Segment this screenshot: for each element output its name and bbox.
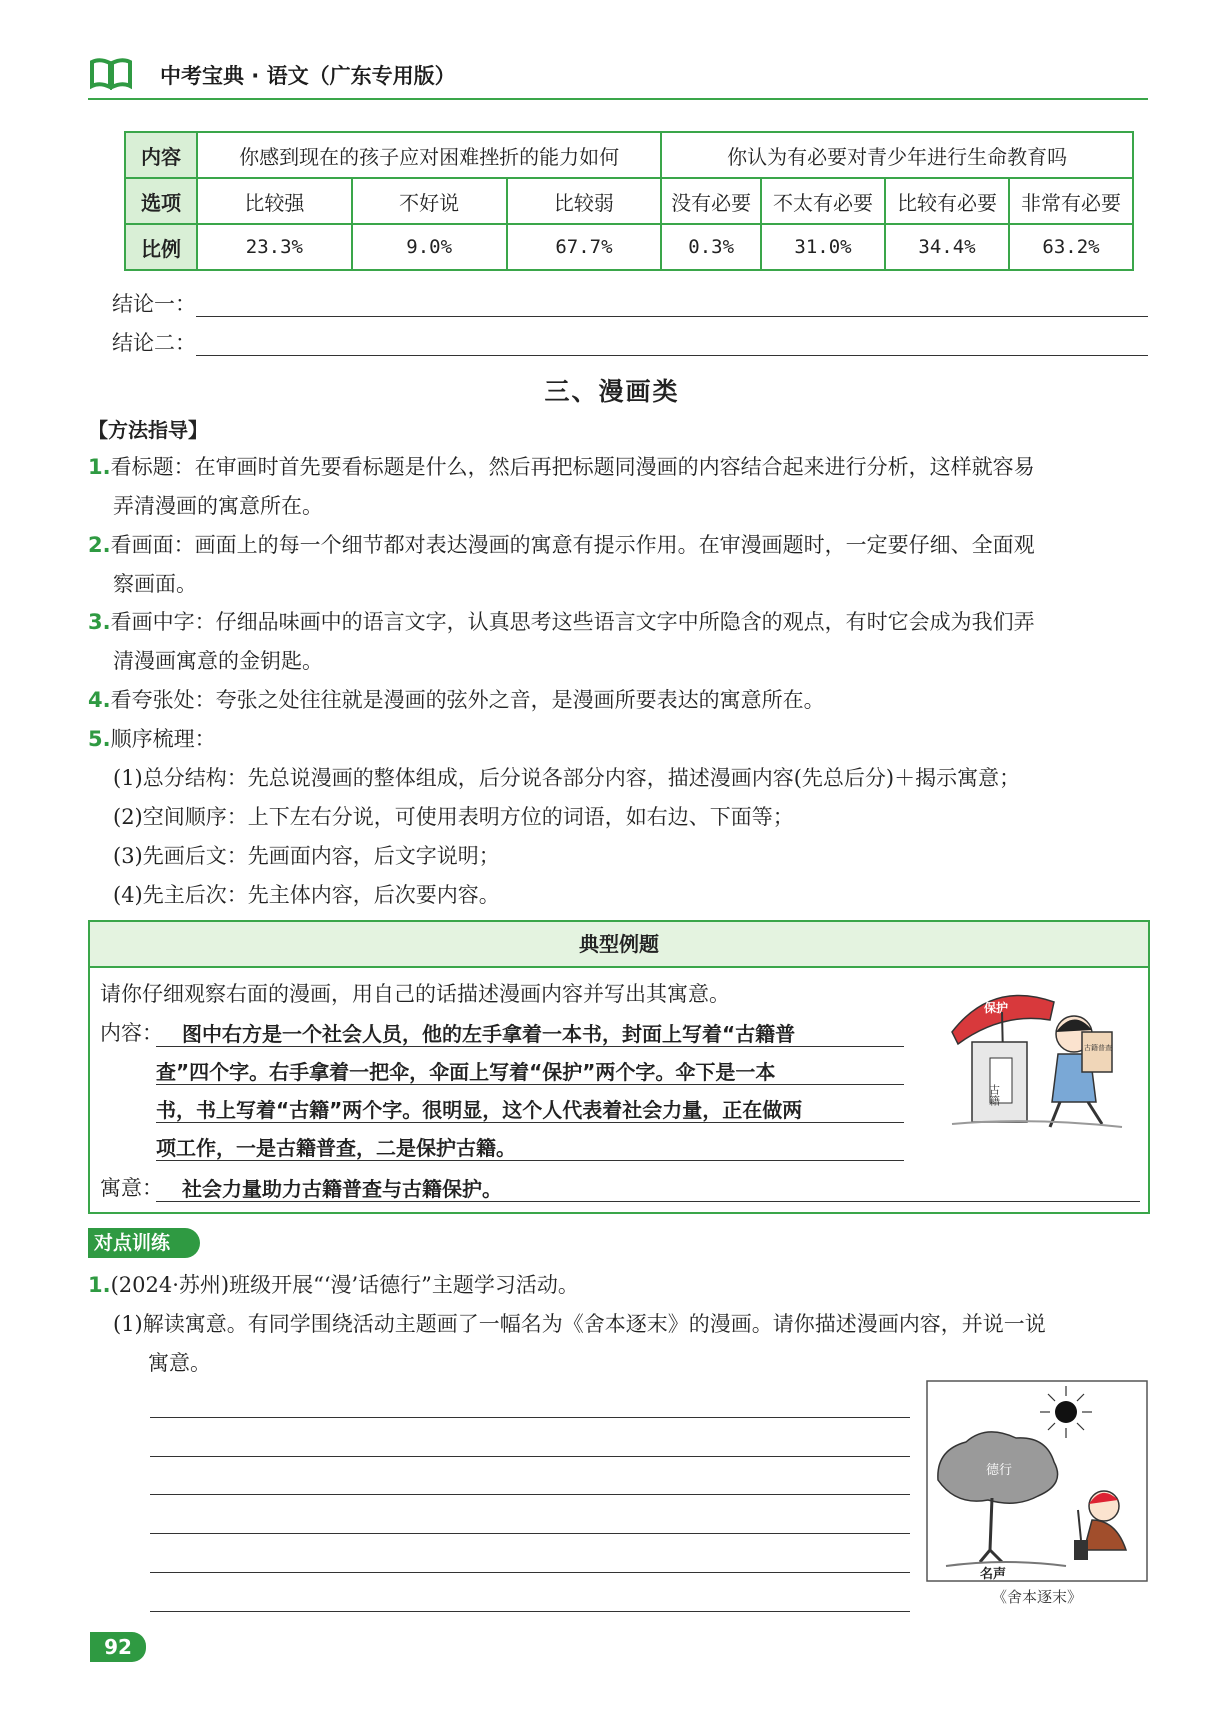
meaning-answer: 社会力量助力古籍普查与古籍保护。 bbox=[182, 1177, 502, 1201]
option-cell: 非常有必要 bbox=[1009, 178, 1133, 224]
content-answer-line-2: 查”四个字。右手拿着一把伞，伞面上写着“保护”两个字。伞下是一本 bbox=[156, 1060, 776, 1084]
example-title: 典型例题 bbox=[90, 922, 1148, 968]
option-cell: 比较有必要 bbox=[885, 178, 1009, 224]
page-number: 92 bbox=[90, 1632, 146, 1662]
answer-writing-line[interactable] bbox=[150, 1456, 910, 1457]
option-cell: 不太有必要 bbox=[761, 178, 885, 224]
item-text: 看画中字：仔细品味画中的语言文字，认真思考这些语言文字中所隐含的观点，有时它会成为我们弄 bbox=[110, 610, 1035, 634]
cartoon-caption: 《舍本逐末》 bbox=[991, 1588, 1083, 1606]
conclusion-two-answer-line[interactable] bbox=[196, 355, 1148, 356]
meaning-label: 寓意： bbox=[100, 1176, 163, 1200]
method-item-2 bbox=[88, 526, 1158, 604]
row-header-content: 内容 bbox=[125, 132, 197, 178]
tree-label: 德行 bbox=[986, 1463, 1013, 1478]
item-number: 4. bbox=[88, 688, 111, 712]
method-guide-title: 【方法指导】 bbox=[88, 418, 208, 442]
sheben-zhumo-cartoon bbox=[926, 1380, 1148, 1608]
ratio-cell: 9.0% bbox=[352, 224, 507, 270]
option-cell: 比较弱 bbox=[507, 178, 662, 224]
option-cell: 没有必要 bbox=[661, 178, 761, 224]
row-header-options: 选项 bbox=[125, 178, 197, 224]
table-row bbox=[125, 178, 1133, 224]
hand-book-label: 古籍普查 bbox=[1084, 1044, 1112, 1052]
root-label: 名声 bbox=[980, 1567, 1007, 1582]
item-text: 看画面：画面上的每一个细节都对表达漫画的寓意有提示作用。在审漫画题时，一定要仔细、全面观 bbox=[110, 533, 1035, 557]
row-header-ratio: 比例 bbox=[125, 224, 197, 270]
item-text: 看夸张处：夸张之处往往就是漫画的弦外之音，是漫画所要表达的寓意所在。 bbox=[110, 688, 825, 712]
item-number: 1. bbox=[88, 455, 111, 479]
question-1-cell: 你感到现在的孩子应对困难挫折的能力如何 bbox=[197, 132, 661, 178]
sub-question-1: (1)解读寓意。有同学围绕活动主题画了一幅名为《舍本逐末》的漫画。请你描述漫画内容，并说一说 bbox=[113, 1312, 1046, 1336]
item-number: 1. bbox=[88, 1273, 111, 1297]
survey-table bbox=[124, 131, 1134, 271]
item-text-continued: 清漫画寓意的金钥匙。 bbox=[113, 649, 323, 673]
answer-writing-line[interactable] bbox=[150, 1533, 910, 1534]
answer-underline bbox=[156, 1084, 904, 1085]
umbrella-label: 保护 bbox=[984, 1001, 1009, 1015]
method-item-4 bbox=[88, 681, 1158, 720]
training-question-1 bbox=[88, 1266, 1158, 1383]
table-row bbox=[125, 224, 1133, 270]
item-number: 5. bbox=[88, 727, 111, 751]
method-item-5 bbox=[88, 720, 1158, 915]
method-item-1 bbox=[88, 448, 1158, 526]
answer-underline bbox=[156, 1122, 904, 1123]
header-divider bbox=[88, 98, 1148, 100]
method-item-3 bbox=[88, 603, 1158, 681]
item-text-continued: 弄清漫画的寓意所在。 bbox=[113, 494, 323, 518]
section-title: 三、漫画类 bbox=[544, 377, 680, 406]
conclusion-one-answer-line[interactable] bbox=[196, 316, 1148, 317]
content-answer-line-4: 项工作，一是古籍普查，二是保护古籍。 bbox=[156, 1136, 516, 1160]
ratio-cell: 31.0% bbox=[761, 224, 885, 270]
item-number: 2. bbox=[88, 533, 111, 557]
answer-underline bbox=[156, 1201, 1140, 1202]
training-tag: 对点训练 bbox=[88, 1228, 200, 1258]
content-answer-line-1: 图中右方是一个社会人员，他的左手拿着一本书，封面上写着“古籍普 bbox=[182, 1022, 796, 1046]
sub-item-4: (4)先主后次：先主体内容，后次要内容。 bbox=[113, 883, 500, 907]
content-label: 内容： bbox=[100, 1021, 163, 1045]
book-title: 中考宝典 · 语文（广东专用版） bbox=[160, 64, 456, 88]
typical-example-box bbox=[88, 920, 1150, 1214]
conclusion-one-label: 结论一： bbox=[112, 292, 196, 316]
answer-writing-line[interactable] bbox=[150, 1494, 910, 1495]
option-cell: 不好说 bbox=[352, 178, 507, 224]
question-2-cell: 你认为有必要对青少年进行生命教育吗 bbox=[661, 132, 1133, 178]
table-row bbox=[125, 132, 1133, 178]
book-label: 古籍 bbox=[987, 1084, 1001, 1106]
option-cell: 比较强 bbox=[197, 178, 352, 224]
ratio-cell: 0.3% bbox=[661, 224, 761, 270]
item-number: 3. bbox=[88, 610, 111, 634]
ratio-cell: 67.7% bbox=[507, 224, 662, 270]
item-text-continued: 察画面。 bbox=[113, 572, 197, 596]
answer-underline bbox=[156, 1046, 904, 1047]
ratio-cell: 63.2% bbox=[1009, 224, 1133, 270]
content-answer-line-3: 书，书上写着“古籍”两个字。很明显，这个人代表着社会力量，正在做两 bbox=[156, 1098, 803, 1122]
sub-question-1-continued: 寓意。 bbox=[148, 1351, 211, 1375]
answer-writing-line[interactable] bbox=[150, 1611, 910, 1612]
sub-item-2: (2)空间顺序：上下左右分说，可使用表明方位的词语，如右边、下面等； bbox=[113, 805, 794, 829]
ratio-cell: 23.3% bbox=[197, 224, 352, 270]
question-text: (2024·苏州)班级开展“‘漫’话德行”主题学习活动。 bbox=[110, 1273, 579, 1297]
book-logo-icon bbox=[88, 56, 134, 90]
sub-item-3: (3)先画后文：先画面内容，后文字说明； bbox=[113, 844, 500, 868]
conclusion-two-label: 结论二： bbox=[112, 331, 196, 355]
ratio-cell: 34.4% bbox=[885, 224, 1009, 270]
item-text: 看标题：在审画时首先要看标题是什么，然后再把标题同漫画的内容结合起来进行分析，这样就容易 bbox=[110, 455, 1035, 479]
item-text: 顺序梳理： bbox=[110, 727, 216, 751]
ancient-books-cartoon bbox=[932, 972, 1132, 1132]
answer-writing-line[interactable] bbox=[150, 1572, 910, 1573]
answer-underline bbox=[156, 1160, 904, 1161]
example-question: 请你仔细观察右面的漫画，用自己的话描述漫画内容并写出其寓意。 bbox=[100, 982, 730, 1006]
answer-writing-line[interactable] bbox=[150, 1417, 910, 1418]
page-header bbox=[88, 52, 1148, 92]
sub-item-1: (1)总分结构：先总说漫画的整体组成，后分说各部分内容，描述漫画内容(先总后分)＋揭示寓意； bbox=[113, 766, 1021, 790]
